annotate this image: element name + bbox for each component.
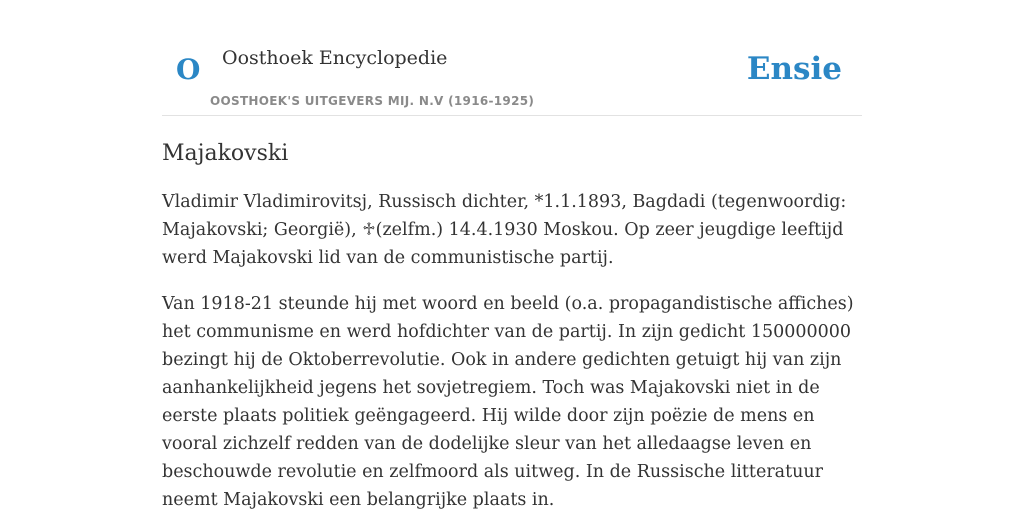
article-paragraph: Van 1918-21 steunde hij met woord en beeld (o.a. propagandistische affiches) het communisme en werd hofdichter van de partij. In zijn gedicht 150000000 bezingt hij de Oktoberrevolutie. Ook in andere gedichten getuigt hij van zijn aanhankelijkheid jegens het sovjetregiem. Toch was Majakovski niet in de eerste plaats politiek geëngageerd. Hij wilde door zijn poëzie de mens en vooral zichzelf redden van de dodelijke sleur van het alledaagse leven en beschouwde revolutie en zelfmoord als uitweg. In de Russische litteratuur neemt Majakovski een belangrijke plaats in. [162, 294, 854, 510]
article-title: Majakovski [162, 141, 289, 166]
publisher-subtitle: OOSTHOEK'S UITGEVERS MIJ. N.V (1916-1925) [210, 94, 535, 108]
encyclopedia-logo[interactable]: O [176, 53, 201, 86]
article [162, 138, 862, 512]
ensie-brand-link[interactable]: Ensie [746, 51, 842, 87]
publication-title[interactable]: Oosthoek Encyclopedie [222, 47, 448, 69]
site-header [162, 0, 862, 116]
article-paragraph: Vladimir Vladimirovitsj, Russisch dichter, *1.1.1893, Bagdadi (tegenwoordig: Majakovski; Georgië), ♱(zelfm.) 14.4.1930 Moskou. Op zeer jeugdige leeftijd werd Majakovski lid van de communistische partij. [162, 192, 847, 268]
